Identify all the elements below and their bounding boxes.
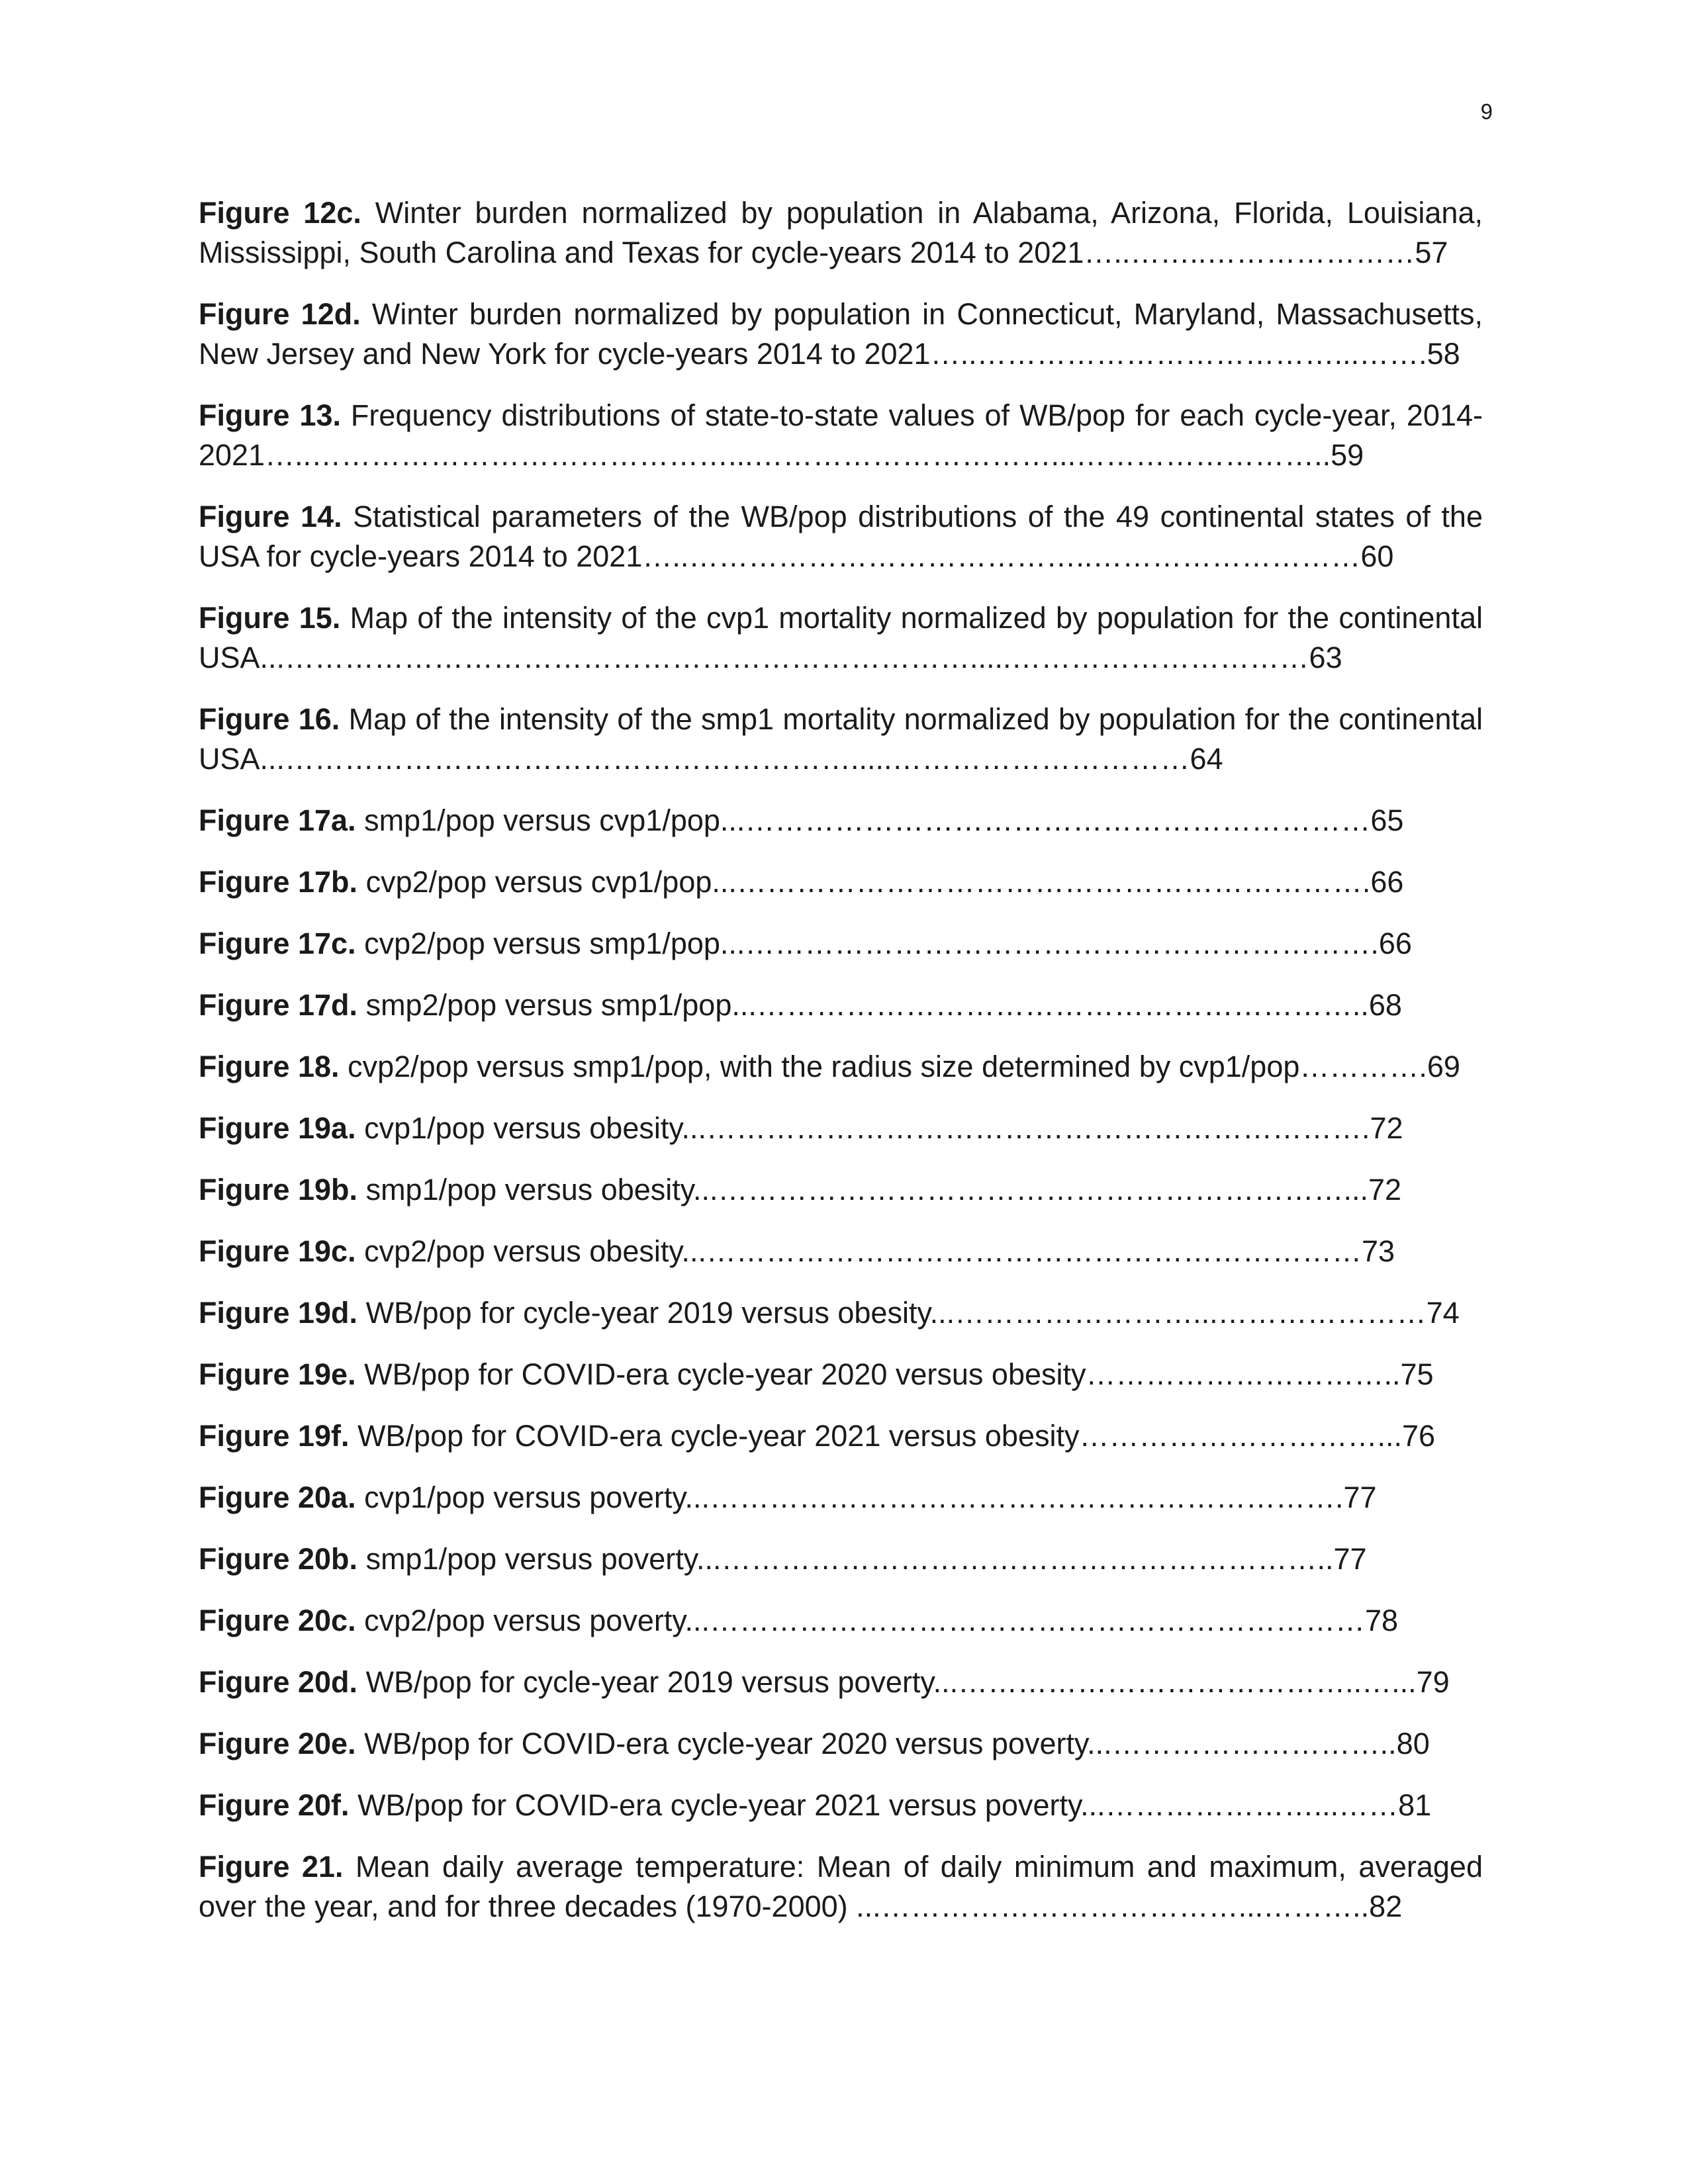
figure-label: Figure 17a. [199,803,356,837]
figure-label: Figure 17b. [199,865,358,899]
figure-title-and-page: Mean daily average temperature: Mean of daily minimum and maximum, averaged over the year, and for three decades (1970-2000) ...………………………………...………..82 [199,1850,1483,1923]
figure-label: Figure 19d. [199,1296,358,1330]
figure-label: Figure 20d. [199,1665,358,1699]
figure-title-and-page: WB/pop for COVID-era cycle-year 2020 versus obesity…………………………..75 [355,1357,1434,1391]
figure-title-and-page: cvp2/pop versus smp1/pop, with the radius size determined by cvp1/pop………….69 [339,1050,1460,1083]
figure-entry[interactable] [199,1478,1483,1518]
figure-label: Figure 17d. [199,988,358,1022]
figure-label: Figure 19e. [199,1357,356,1391]
figure-title-and-page: WB/pop for cycle-year 2019 versus poverty...…………………………………..…...79 [357,1665,1450,1699]
figure-label: Figure 20a. [199,1480,356,1514]
figure-entry[interactable] [199,1662,1483,1702]
figure-entry[interactable] [199,396,1483,475]
figure-label: Figure 20e. [199,1727,356,1760]
figure-title-and-page: cvp2/pop versus obesity...…………………………………………………………73 [355,1234,1395,1268]
figure-title-and-page: cvp2/pop versus cvp1/pop...……………………………………………………….66 [357,865,1404,899]
figure-entry[interactable] [199,295,1483,374]
figure-title-and-page: smp1/pop versus cvp1/pop...………………………………………………………65 [355,803,1404,837]
figure-title-and-page: Winter burden normalized by population in Connecticut, Maryland, Massachusetts, New Jersey and New York for cycle-years 2014 to 2021…..………………………………...…….58 [199,297,1483,371]
figure-entry[interactable] [199,1109,1483,1148]
figure-label: Figure 12d. [199,297,361,331]
figure-label: Figure 16. [199,702,340,736]
figure-title-and-page: Statistical parameters of the WB/pop distributions of the 49 continental states of the USA for cycle-years 2014 to 2021…..…………………………………..………………………60 [199,500,1483,573]
figure-label: Figure 19b. [199,1173,358,1206]
figure-entry[interactable] [199,862,1483,902]
figure-title-and-page: cvp2/pop versus smp1/pop...……………………………………………………….66 [355,927,1412,960]
figure-title-and-page: cvp1/pop versus obesity...………………………………………………………….72 [355,1111,1403,1145]
figure-label: Figure 18. [199,1050,340,1083]
figure-entry[interactable] [199,1355,1483,1394]
figure-title-and-page: smp2/pop versus smp1/pop...……………………………………………………..68 [357,988,1402,1022]
figure-title-and-page: WB/pop for COVID-era cycle-year 2020 versus poverty...………………………..80 [355,1727,1430,1760]
figure-label: Figure 15. [199,601,341,635]
figure-entry[interactable] [199,1170,1483,1210]
figure-entry[interactable] [199,1232,1483,1271]
figure-title-and-page: cvp1/pop versus poverty...……………………………………………………….77 [355,1480,1377,1514]
figure-entry[interactable] [199,1847,1483,1927]
figure-label: Figure 14. [199,500,342,533]
figure-entry[interactable] [199,1601,1483,1641]
figure-title-and-page: WB/pop for COVID-era cycle-year 2021 versus obesity…………………………...76 [349,1419,1436,1453]
figure-label: Figure 19f. [199,1419,350,1453]
figure-label: Figure 19c. [199,1234,356,1268]
figure-title-and-page: Map of the intensity of the smp1 mortality normalized by population for the continental USA...………………………………………………….....…………………………64 [199,702,1483,776]
figure-entry[interactable] [199,1416,1483,1456]
figure-entry[interactable] [199,193,1483,273]
figure-title-and-page: Map of the intensity of the cvp1 mortality normalized by population for the continental USA...…………………………………………………………….....…………………………63 [199,601,1483,674]
figure-label: Figure 20f. [199,1788,350,1822]
figure-label: Figure 19a. [199,1111,356,1145]
figure-entry[interactable] [199,801,1483,841]
figure-label: Figure 21. [199,1850,344,1884]
figure-title-and-page: WB/pop for cycle-year 2019 versus obesity...……………………...…………………74 [357,1296,1460,1330]
page-number: 9 [1480,99,1493,124]
figure-entry[interactable] [199,924,1483,964]
figure-entry[interactable] [199,700,1483,779]
figure-label: Figure 17c. [199,927,356,960]
figure-title-and-page: WB/pop for COVID-era cycle-year 2021 versus poverty...…………………...……81 [349,1788,1432,1822]
figure-title-and-page: smp1/pop versus obesity...………………………………………………………...72 [357,1173,1402,1206]
figure-entry[interactable] [199,1539,1483,1579]
figure-entry[interactable] [199,1786,1483,1825]
figure-label: Figure 12c. [199,196,361,230]
figure-entry[interactable] [199,598,1483,678]
figure-title-and-page: smp1/pop versus poverty...……………………………………………………..77 [357,1542,1367,1576]
figure-title-and-page: Frequency distributions of state-to-state values of WB/pop for each cycle-year, 2014-2021…..……………………………………...…………………………...……………………..59 [199,398,1483,472]
figure-title-and-page: Winter burden normalized by population in Alabama, Arizona, Florida, Louisiana, Mississippi, South Carolina and Texas for cycle-years 2014 to 2021…..……..…………………57 [199,196,1483,269]
figure-entry[interactable] [199,985,1483,1025]
figure-entry[interactable] [199,1293,1483,1333]
figure-label: Figure 13. [199,398,341,432]
figure-label: Figure 20b. [199,1542,358,1576]
figure-entry[interactable] [199,1724,1483,1764]
figure-label: Figure 20c. [199,1604,356,1637]
figure-entry[interactable] [199,1047,1483,1087]
list-of-figures [199,193,1483,1948]
figure-title-and-page: cvp2/pop versus poverty...…………………………………………………………78 [355,1604,1399,1637]
figure-entry[interactable] [199,497,1483,576]
